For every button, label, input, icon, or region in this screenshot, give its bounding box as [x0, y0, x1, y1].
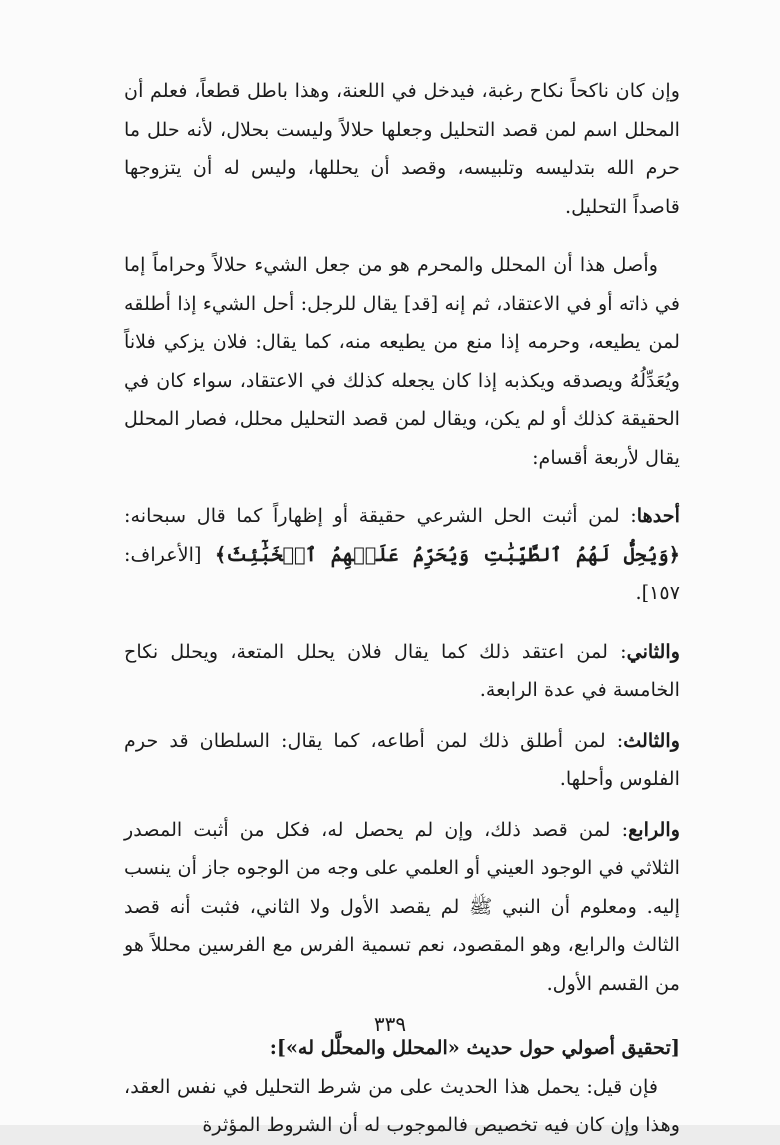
paragraph-1: وإن كان ناكحاً نكاح رغبة، فيدخل في اللعنة، وهذا باطل قطعاً، فعلم أن المحلل اسم لمن قصد التحليل وجعلها حلالاً وليست بحلال، لأنه حلل ما حرم الله بتدليسه وتلبيسه، وقصد أن يحللها، وليس له أن يتزوجها قاصداً التحليل.: [124, 79, 680, 218]
paragraph-2: وأصل هذا أن المحلل والمحرم هو من جعل الشيء حلالاً وحراماً إما في ذاته أو في الاعتقاد، ثم إنه [قد] يقال للرجل: أحل الشيء إذا أطلقه لمن يطيعه، وحرمه إذا منع من يطيعه منه، كما يقال: فلان يزكي فلاناً ويُعَدِّلُهُ ويصدقه ويكذبه إذا كان يجعله كذلك في الاعتقاد، سواء كان في الحقيقة كذلك أو لم يكن، ويقال لمن قصد التحليل محلل، فصار المحلل يقال لأربعة أقسام:: [124, 253, 680, 469]
section-fourth: [124, 811, 680, 1004]
section-text: : لمن اعتقد ذلك كما يقال فلان يحلل المتعة، ويحلل نكاح الخامسة في عدة الرابعة.: [124, 639, 680, 701]
section-third: [124, 722, 680, 799]
section-term: والرابع: [628, 817, 680, 841]
closing-paragraph: فإن قيل: يحمل هذا الحديث على من شرط التحليل في نفس العقد، وهذا وإن كان فيه تخصيص فالموجوب له أن الشروط المؤثرة: [124, 1074, 680, 1136]
section-text: : لمن أثبت الحل الشرعي حقيقة أو إظهاراً كما قال سبحانه:: [124, 504, 637, 527]
section-term: والثاني: [626, 639, 680, 663]
text-column: [124, 72, 680, 1145]
verse-reference: [الأعراف: ١٥٧].: [124, 542, 680, 604]
section-term: أحدها: [636, 504, 680, 527]
section-term: والثالث: [623, 728, 680, 752]
section-text: : لمن أطلق ذلك لمن أطاعه، كما يقال: السلطان قد حرم الفلوس وأحلها.: [124, 728, 680, 790]
section-second: [124, 633, 680, 710]
quran-verse: ﴿وَيُحِلُّ لَهُمُ ٱلطَّيِّبَٰتِ وَيُحَرِّمُ عَلَيۡهِمُ ٱلۡخَبَٰٓئِثَ﴾: [214, 542, 680, 566]
section-heading: [تحقيق أصولي حول حديث «المحلل والمحلَّل له»]:: [269, 1036, 680, 1059]
page-number: ٣٣٩: [373, 1012, 407, 1036]
section-first: [124, 497, 680, 613]
section-text: : لمن قصد ذلك، وإن لم يحصل له، فكل من أثبت المصدر الثلاثي في الوجود العيني أو العلمي على وجه من الوجوه جاز أن ينسب إليه. ومعلوم أن النبي ﷺ لم يقصد الأول ولا الثاني، فثبت أنه قصد الثالث والرابع، وهو المقصود، نعم تسمية الفرس مع الفرسين محللاً هو من القسم الأول.: [124, 817, 680, 995]
